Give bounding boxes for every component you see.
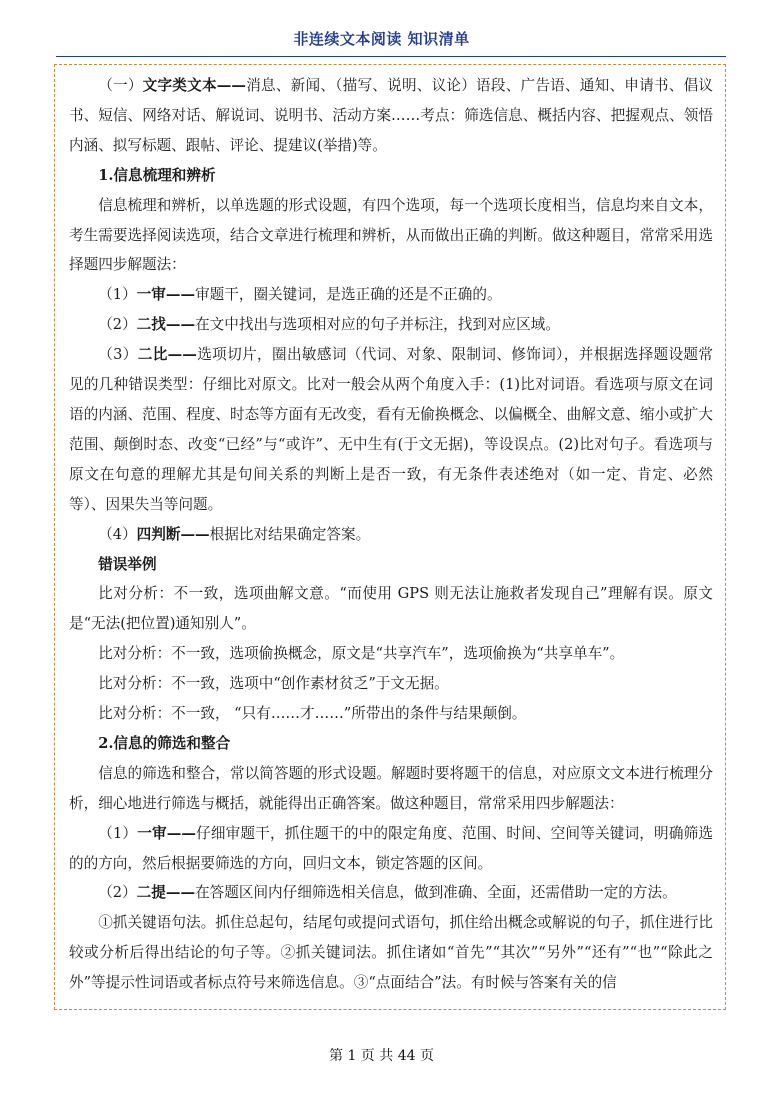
content-frame bbox=[54, 64, 726, 1010]
section-2-paragraph: 信息的筛选和整合，常以简答题的形式设题。解题时要将题干的信息，对应原文文本进行梳理分析，细心地进行筛选与概括，就能得出正确答案。做这种题目，常常采用四步解题法： bbox=[69, 764, 713, 812]
section-1-step-1: （1）一审——审题干，圈关键词，是选正确的还是不正确的。 bbox=[98, 286, 502, 304]
document-body bbox=[69, 71, 713, 998]
section-2-method-paragraph: ①抓关键语句法。抓住总起句，结尾句或提问式语句，抓住给出概念或解说的句子，抓住进行比较或分析后得出结论的句子等。②抓关键词法。抓住诸如“首先”“其次”“另外”“还有”“也”“除此之外”等提示性词语或者标点符号来筛选信息。③“点面结合”法。有时候与答案有关的信 bbox=[69, 914, 713, 992]
intro-bold-term: 文字类文本—— bbox=[142, 77, 246, 94]
error-example: 比对分析：不一致， “只有……才……”所带出的条件与结果颠倒。 bbox=[98, 705, 527, 723]
errors-heading: 错误举例 bbox=[98, 555, 157, 573]
section-2-heading: 2.信息的筛选和整合 bbox=[98, 734, 231, 752]
document-header-title: 非连续文本阅读 知识清单 bbox=[293, 30, 470, 48]
section-1-heading: 1.信息梳理和辨析 bbox=[98, 166, 216, 184]
error-example: 比对分析：不一致，选项曲解文意。“而使用 GPS 则无法让施救者发现自己”理解有误。原文是“无法(把位置)通知别人”。 bbox=[69, 585, 713, 633]
header-rule bbox=[56, 56, 726, 57]
section-1-step-3: （3）二比——选项切片，圈出敏感词（代词、对象、限制词、修饰词），并根据选择题设题常见的几种错误类型：仔细比对原文。比对一般会从两个角度入手：(1)比对词语。看选项与原文在词语的内涵、范围、程度、时态等方面有无改变，看有无偷换概念、以偏概全、曲解文意、缩小或扩大范围、颠倒时态、改变“已经”与“或许”、无中生有(于文无据)，等设误点。(2)比对句子。看选项与原文在句意的理解尤其是句间关系的判断上是否一致，有无条件表述绝对（如一定、肯定、必然等）、因果失当等问题。 bbox=[69, 346, 713, 513]
error-example: 比对分析：不一致，选项偷换概念，原文是“共享汽车”，选项偷换为“共享单车”。 bbox=[98, 645, 625, 663]
intro-text: 消息、新闻、（描写、说明、议论）语段、广告语、通知、申请书、倡议书、短信、网络对话、解说词、说明书、活动方案……考点：筛选信息、概括内容、把握观点、领悟内涵、拟写标题、跟帖、评论、提建议(举措)等。 bbox=[69, 77, 713, 154]
section-1-paragraph: 信息梳理和辨析，以单选题的形式设题，有四个选项，每一个选项长度相当，信息均来自文本，考生需要选择阅读选项，结合文章进行梳理和辨析，从而做出正确的判断。做这种题目，常常采用选择题四步解题法： bbox=[69, 196, 713, 274]
error-example: 比对分析：不一致，选项中“创作素材贫乏”于文无据。 bbox=[98, 675, 449, 693]
section-1-step-2: （2）二找——在文中找出与选项相对应的句子并标注，找到对应区域。 bbox=[98, 316, 560, 334]
intro-lead: （一） bbox=[98, 77, 143, 94]
section-2-step-1: （1）一审——仔细审题干，抓住题干的中的限定角度、范围、时间、空间等关键词，明确筛选的的方向，然后根据要筛选的方向，回归文本，锁定答题的区间。 bbox=[69, 824, 713, 872]
section-2-step-2: （2）二提——在答题区间内仔细筛选相关信息，做到准确、全面，还需借助一定的方法。 bbox=[98, 884, 677, 902]
page-number: 第 1 页 共 44 页 bbox=[329, 1048, 434, 1064]
intro-paragraph bbox=[69, 71, 713, 161]
section-1-step-4: （4）四判断——根据比对结果确定答案。 bbox=[98, 525, 371, 543]
